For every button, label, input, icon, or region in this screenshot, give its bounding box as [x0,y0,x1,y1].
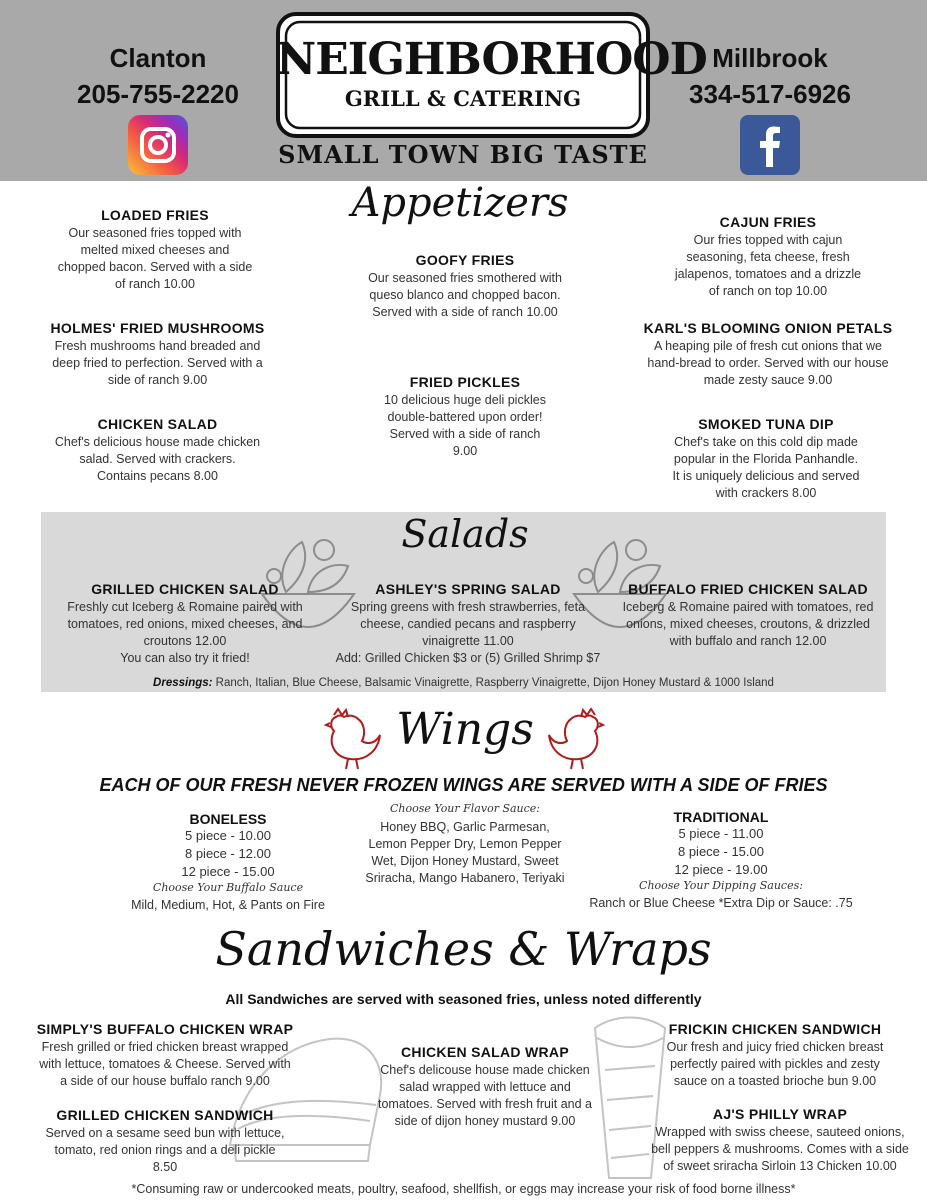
menu-item [50,581,320,667]
left-city: Clanton [109,43,207,73]
sandwiches-heading: Sandwiches & Wraps [215,922,712,976]
item-title: BUFFALO FRIED CHICKEN SALAD [628,581,868,597]
boneless-section [110,811,346,912]
logo-title: NEIGHBORHOOD [276,34,707,85]
wings-heading: Wings [396,704,534,755]
menu-item [35,207,275,293]
menu-item [648,214,888,300]
item-description: Our fries topped with cajun seasoning, feta cheese, fresh jalapenos, tomatoes and a drizzle of ranch on top 10.00 [674,233,862,298]
item-title: HOLMES' FRIED MUSHROOMS [50,320,265,336]
dressings-list: Ranch, Italian, Blue Cheese, Balsamic Vinaigrette, Raspberry Vinaigrette, Dijon Honey Mustard & 1000 Island [212,677,774,689]
item-title: GRILLED CHICKEN SANDWICH [56,1107,274,1123]
logo-subtitle: GRILL & CATERING [344,86,582,111]
item-title: GOOFY FRIES [415,252,515,268]
menu-item [20,1021,310,1090]
dressings-line [41,677,886,689]
menu-item [355,1044,615,1130]
left-phone[interactable]: 205-755-2220 [77,79,239,109]
item-description: Chef's delicouse house made chicken salad wrapped with lettuce and tomatoes. Served with fresh fruit and a side of dijon honey mustard 9.00 [378,1063,592,1128]
item-title: FRIED PICKLES [409,374,521,390]
appetizers-heading: Appetizers [351,180,569,226]
menu-item [640,1106,920,1175]
menu-item [35,416,280,485]
item-title: ASHLEY'S SPRING SALAD [375,581,561,597]
menu-item [640,1021,910,1090]
sandwiches-note: All Sandwiches are served with seasoned fries, unless noted differently [225,991,702,1007]
item-description: Iceberg & Romaine paired with tomatoes, red onions, mixed cheeses, croutons, & drizzled with buffalo and ranch 12.00 [622,600,874,648]
item-description: Served on a sesame seed bun with lettuce, tomato, red onion rings and a deli pickle 8.50 [45,1126,285,1174]
rooster-icon [545,707,607,771]
item-description: Fresh grilled or fried chicken breast wrapped with lettuce, tomatoes & Cheese. Served with a side of our house buffalo ranch 9.00 [39,1040,291,1088]
item-description: Our fresh and juicy fried chicken breast perfectly paired with pickles and zesty sauce on a toasted brioche bun 9.00 [666,1040,884,1088]
traditional-title: TRADITIONAL [673,809,769,825]
rooster-icon [322,707,384,771]
item-title: GRILLED CHICKEN SALAD [91,581,279,597]
buffalo-sauces: Mild, Medium, Hot, & Pants on Fire [131,898,325,912]
item-description: Freshly cut Iceberg & Romaine paired with tomatoes, red onions, mixed cheeses, and croutons 12.00 You can also try it fried! [67,600,303,665]
wings-banner: EACH OF OUR FRESH NEVER FROZEN WINGS ARE SERVED WITH A SIDE OF FRIES [99,775,828,795]
flavor-label: Choose Your Flavor Sauce: [389,802,541,815]
traditional-section [585,809,857,910]
right-city: Millbrook [712,43,828,73]
boneless-prices: 5 piece - 10.00 8 piece - 12.00 12 piece - 15.00 [181,828,275,879]
item-description: A heaping pile of fresh cut onions that we hand-bread to order. Served with our house made zesty sauce 9.00 [647,339,889,387]
dipping-sauces: Ranch or Blue Cheese *Extra Dip or Sauce: .75 [589,896,853,910]
salad-add-on: Add: Grilled Chicken $3 or (5) Grilled Shrimp $7 [335,651,601,665]
item-title: FRICKIN CHICKEN SANDWICH [668,1021,882,1037]
item-description: Our seasoned fries smothered with queso blanco and chopped bacon. Served with a side of ranch 10.00 [368,271,562,319]
item-description: 10 delicious huge deli pickles double-battered upon order! Served with a side of ranch 9.00 [384,393,546,458]
facebook-icon[interactable] [740,115,800,175]
item-title: KARL'S BLOOMING ONION PETALS [643,320,893,336]
menu-item [610,581,886,650]
item-description: Our seasoned fries topped with melted mixed cheeses and chopped bacon. Served with a side of ranch 10.00 [57,226,253,291]
item-title: CHICKEN SALAD [97,416,218,432]
tagline: SMALL TOWN BIG TASTE [278,140,648,169]
item-description: Chef's delicious house made chicken salad. Served with crackers. Contains pecans 8.00 [54,435,261,483]
dressings-label: Dressings: [153,677,213,689]
buffalo-sauce-label: Choose Your Buffalo Sauce [152,881,304,894]
footer-disclaimer: *Consuming raw or undercooked meats, poultry, seafood, shellfish, or eggs may increase your risk of food borne illness* [131,1182,796,1196]
menu-item [650,416,882,502]
dipping-label: Choose Your Dipping Sauces: [639,879,803,892]
item-title: SIMPLY'S BUFFALO CHICKEN WRAP [36,1021,294,1037]
menu-item [30,320,285,389]
menu-item [30,1107,300,1176]
item-title: CAJUN FRIES [719,214,817,230]
left-location [28,40,288,112]
menu-item [330,581,606,667]
flavor-section [345,802,585,887]
item-description: Wrapped with swiss cheese, sauteed onions, bell peppers & mushrooms. Comes with a side of sweet sriracha Sirloin 13 Chicken 10.00 [651,1125,909,1173]
item-title: CHICKEN SALAD WRAP [401,1044,569,1060]
menu-item [345,252,585,321]
flavor-list: Honey BBQ, Garlic Parmesan, Lemon Pepper Dry, Lemon Pepper Wet, Dijon Honey Mustard, Sweet Sriracha, Mango Habanero, Teriyaki [365,820,565,885]
boneless-title: BONELESS [189,811,267,827]
item-description: Spring greens with fresh strawberries, feta cheese, candied pecans and raspberry vinaigrette 11.00 [350,600,586,648]
traditional-prices: 5 piece - 11.00 8 piece - 15.00 12 piece - 19.00 [674,826,768,877]
menu-item [345,374,585,460]
logo [276,12,707,138]
item-title: LOADED FRIES [101,207,209,223]
right-phone[interactable]: 334-517-6926 [689,79,851,109]
menu-item [630,320,906,389]
item-description: Fresh mushrooms hand breaded and deep fried to perfection. Served with a side of ranch 9.00 [52,339,263,387]
salads-heading: Salads [401,512,529,556]
item-description: Chef's take on this cold dip made popular in the Florida Panhandle. It is uniquely delicious and served with crackers 8.00 [672,435,860,500]
item-title: AJ'S PHILLY WRAP [712,1106,848,1122]
instagram-icon[interactable] [128,115,188,175]
item-title: SMOKED TUNA DIP [698,416,834,432]
